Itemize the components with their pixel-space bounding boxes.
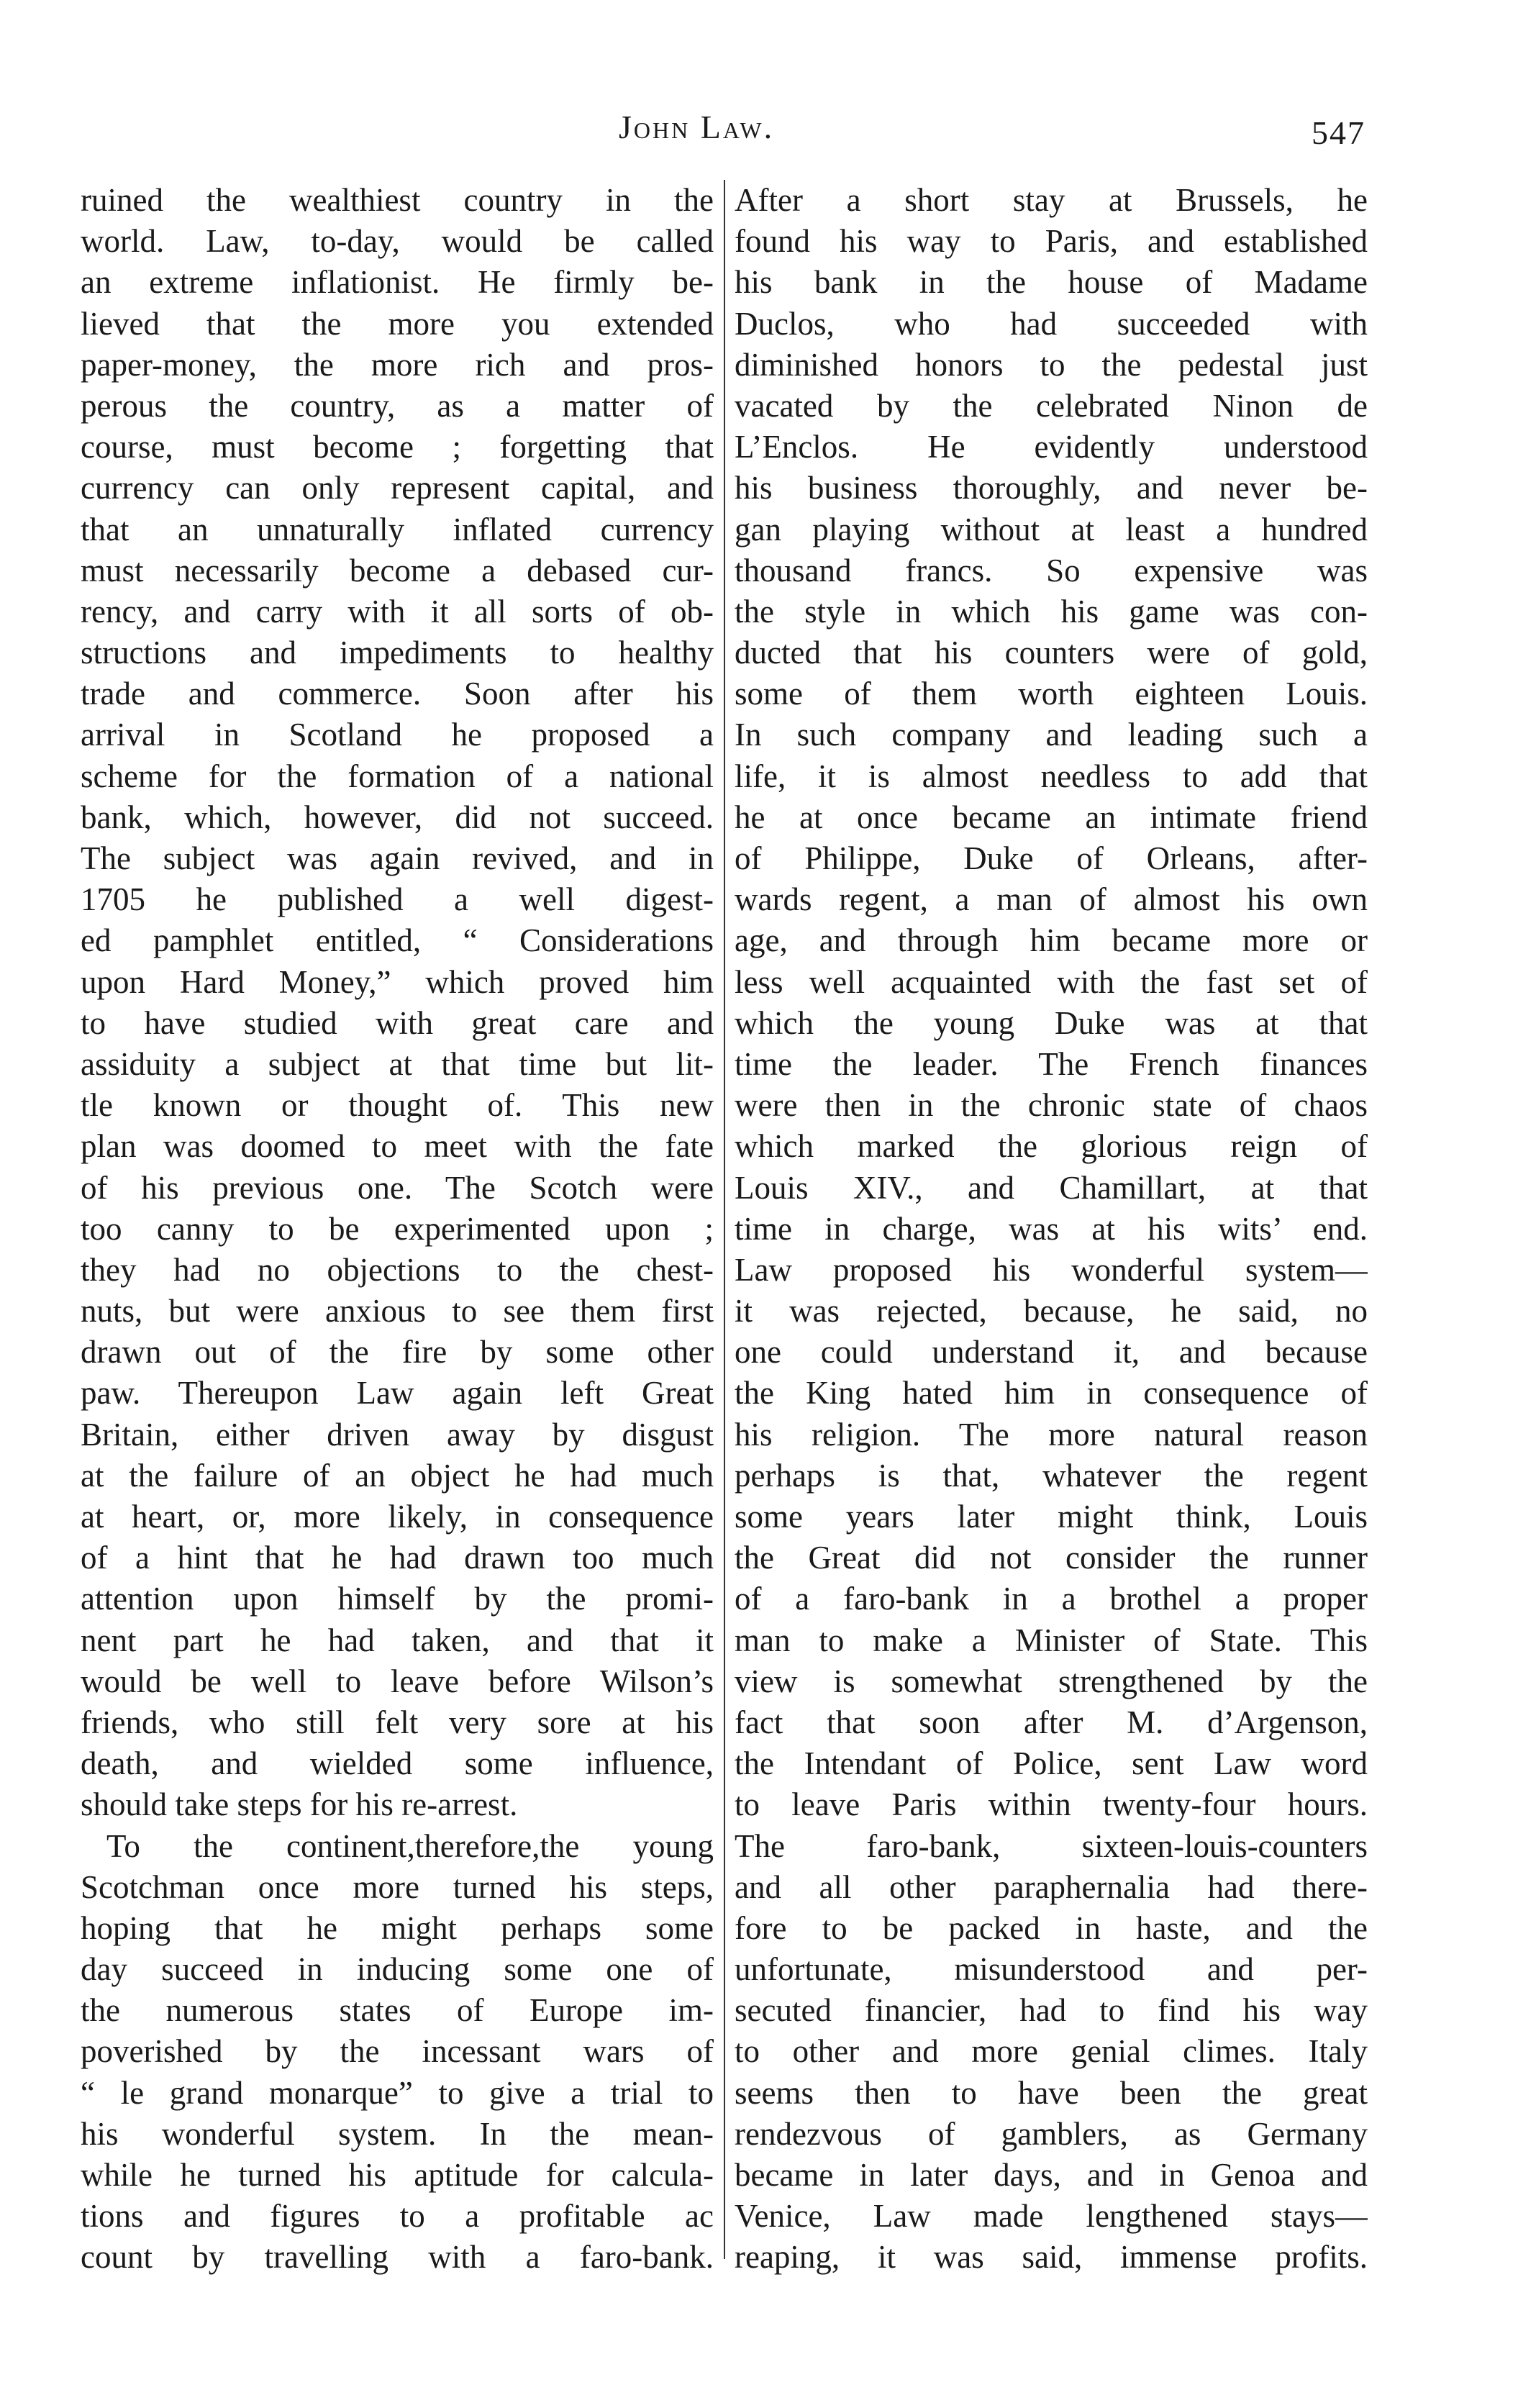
- page-number: 547: [1312, 114, 1365, 151]
- text-line: hoping that he might perhaps some: [81, 1909, 714, 1946]
- text-line: fore to be packed in haste, and the: [735, 1909, 1368, 1946]
- text-line: ed pamphlet entitled, “ Considerations: [81, 922, 714, 959]
- text-line: should take steps for his re-arrest.: [81, 1786, 518, 1823]
- text-line: tle known or thought of. This new: [81, 1087, 714, 1124]
- text-line: diminished honors to the pedestal just: [735, 346, 1368, 383]
- text-line: time the leader. The French finances: [735, 1045, 1368, 1082]
- text-line: too canny to be experimented upon ;: [81, 1210, 714, 1247]
- text-line: his religion. The more natural reason: [735, 1416, 1368, 1453]
- text-line: to other and more genial climes. Italy: [735, 2033, 1368, 2070]
- text-line: After a short stay at Brussels, he: [735, 182, 1368, 218]
- text-line: would be well to leave before Wilson’s: [81, 1663, 714, 1699]
- text-line: The faro-bank, sixteen-louis-counters: [735, 1827, 1368, 1864]
- text-line: To the continent,therefore,the young: [106, 1827, 714, 1864]
- text-line: friends, who still felt very sore at his: [81, 1704, 714, 1740]
- text-line: his bank in the house of Madame: [735, 264, 1368, 301]
- text-line: paper-money, the more rich and pros-: [81, 346, 714, 383]
- text-line: of his previous one. The Scotch were: [81, 1169, 714, 1206]
- text-line: they had no objections to the chest-: [81, 1251, 714, 1288]
- text-line: Law proposed his wonderful system—: [735, 1251, 1368, 1288]
- text-line: found his way to Paris, and established: [735, 223, 1368, 260]
- text-line: of a faro-bank in a brothel a proper: [735, 1581, 1368, 1617]
- text-line: to leave Paris within twenty-four hours.: [735, 1786, 1368, 1823]
- text-line: vacated by the celebrated Ninon de: [735, 387, 1368, 424]
- right-column: [735, 180, 1368, 2278]
- text-line: ducted that his counters were of gold,: [735, 635, 1368, 671]
- text-line: one could understand it, and because: [735, 1334, 1368, 1371]
- text-line: less well acquainted with the fast set of: [735, 963, 1368, 1000]
- running-title: John Law.: [619, 109, 775, 145]
- text-line: seems then to have been the great: [735, 2074, 1368, 2111]
- text-line: rency, and carry with it all sorts of ob-: [81, 593, 714, 630]
- left-column: [81, 180, 714, 2278]
- text-line: nent part he had taken, and that it: [81, 1622, 714, 1658]
- text-line: attention upon himself by the promi-: [81, 1581, 714, 1617]
- text-line: poverished by the incessant wars of: [81, 2033, 714, 2070]
- text-line: nuts, but were anxious to see them first: [81, 1293, 714, 1330]
- text-line: became in later days, and in Genoa and: [735, 2157, 1368, 2193]
- text-line: the Great did not consider the runner: [735, 1540, 1368, 1576]
- text-line: the style in which his game was con-: [735, 593, 1368, 630]
- text-line: fact that soon after M. d’Argenson,: [735, 1704, 1368, 1740]
- text-line: an extreme inflationist. He firmly be-: [81, 264, 714, 301]
- text-line: bank, which, however, did not succeed.: [81, 799, 714, 835]
- column-divider: [724, 180, 725, 2259]
- text-line: perhaps is that, whatever the regent: [735, 1457, 1368, 1494]
- text-line: his business thoroughly, and never be-: [735, 470, 1368, 506]
- text-line: world. Law, to-day, would be called: [81, 223, 714, 260]
- text-line: that an unnaturally inflated currency: [81, 511, 714, 548]
- text-line: paw. Thereupon Law again left Great: [81, 1375, 714, 1412]
- text-line: Britain, either driven away by disgust: [81, 1416, 714, 1453]
- text-line: he at once became an intimate friend: [735, 799, 1368, 835]
- text-line: day succeed in inducing some one of: [81, 1951, 714, 1988]
- text-line: In such company and leading such a: [735, 717, 1368, 753]
- text-line: Duclos, who had succeeded with: [735, 305, 1368, 342]
- text-line: view is somewhat strengthened by the: [735, 1663, 1368, 1699]
- text-line: life, it is almost needless to add that: [735, 758, 1368, 794]
- text-line: reaping, it was said, immense profits.: [735, 2239, 1368, 2276]
- text-line: count by travelling with a faro-bank.: [81, 2239, 714, 2276]
- text-line: some of them worth eighteen Louis.: [735, 676, 1368, 712]
- text-line: trade and commerce. Soon after his: [81, 676, 714, 712]
- text-line: and all other paraphernalia had there-: [735, 1868, 1368, 1905]
- text-line: death, and wielded some influence,: [81, 1745, 714, 1782]
- text-line: at the failure of an object he had much: [81, 1457, 714, 1494]
- text-line: 1705 he published a well digest-: [81, 881, 714, 918]
- text-line: of Philippe, Duke of Orleans, after-: [735, 840, 1368, 876]
- text-line: drawn out of the fire by some other: [81, 1334, 714, 1371]
- text-line: plan was doomed to meet with the fate: [81, 1128, 714, 1165]
- text-line: must necessarily become a debased cur-: [81, 552, 714, 589]
- text-line: arrival in Scotland he proposed a: [81, 717, 714, 753]
- text-line: were then in the chronic state of chaos: [735, 1087, 1368, 1124]
- text-line: the Intendant of Police, sent Law word: [735, 1745, 1368, 1782]
- text-line: age, and through him became more or: [735, 922, 1368, 959]
- text-line: currency can only represent capital, and: [81, 470, 714, 506]
- text-line: man to make a Minister of State. This: [735, 1622, 1368, 1658]
- text-line: wards regent, a man of almost his own: [735, 881, 1368, 918]
- text-line: perous the country, as a matter of: [81, 387, 714, 424]
- text-line: rendezvous of gamblers, as Germany: [735, 2115, 1368, 2152]
- text-line: tions and figures to a profitable ac: [81, 2198, 714, 2235]
- text-line: secuted financier, had to find his way: [735, 1992, 1368, 2029]
- text-line: which the young Duke was at that: [735, 1004, 1368, 1041]
- text-line: the King hated him in consequence of: [735, 1375, 1368, 1412]
- text-line: some years later might think, Louis: [735, 1499, 1368, 1535]
- text-line: which marked the glorious reign of: [735, 1128, 1368, 1165]
- text-line: to have studied with great care and: [81, 1004, 714, 1041]
- running-head: [0, 108, 1518, 158]
- text-line: while he turned his aptitude for calcula-: [81, 2157, 714, 2193]
- text-line: “ le grand monarque” to give a trial to: [81, 2074, 714, 2111]
- text-line: L’Enclos. He evidently understood: [735, 429, 1368, 465]
- text-line: structions and impediments to healthy: [81, 635, 714, 671]
- text-line: assiduity a subject at that time but lit-: [81, 1045, 714, 1082]
- text-line: upon Hard Money,” which proved him: [81, 963, 714, 1000]
- text-line: course, must become ; forgetting that: [81, 429, 714, 465]
- text-line: it was rejected, because, he said, no: [735, 1293, 1368, 1330]
- text-line: Louis XIV., and Chamillart, at that: [735, 1169, 1368, 1206]
- text-line: ruined the wealthiest country in the: [81, 182, 714, 218]
- text-line: at heart, or, more likely, in consequence: [81, 1499, 714, 1535]
- text-line: the numerous states of Europe im-: [81, 1992, 714, 2029]
- text-line: Venice, Law made lengthened stays—: [735, 2198, 1368, 2235]
- text-line: Scotchman once more turned his steps,: [81, 1868, 714, 1905]
- text-line: lieved that the more you extended: [81, 305, 714, 342]
- text-line: unfortunate, misunderstood and per-: [735, 1951, 1368, 1988]
- text-line: gan playing without at least a hundred: [735, 511, 1368, 548]
- text-line: his wonderful system. In the mean-: [81, 2115, 714, 2152]
- text-line: The subject was again revived, and in: [81, 840, 714, 876]
- text-line: time in charge, was at his wits’ end.: [735, 1210, 1368, 1247]
- text-line: scheme for the formation of a national: [81, 758, 714, 794]
- text-line: of a hint that he had drawn too much: [81, 1540, 714, 1576]
- text-line: thousand francs. So expensive was: [735, 552, 1368, 589]
